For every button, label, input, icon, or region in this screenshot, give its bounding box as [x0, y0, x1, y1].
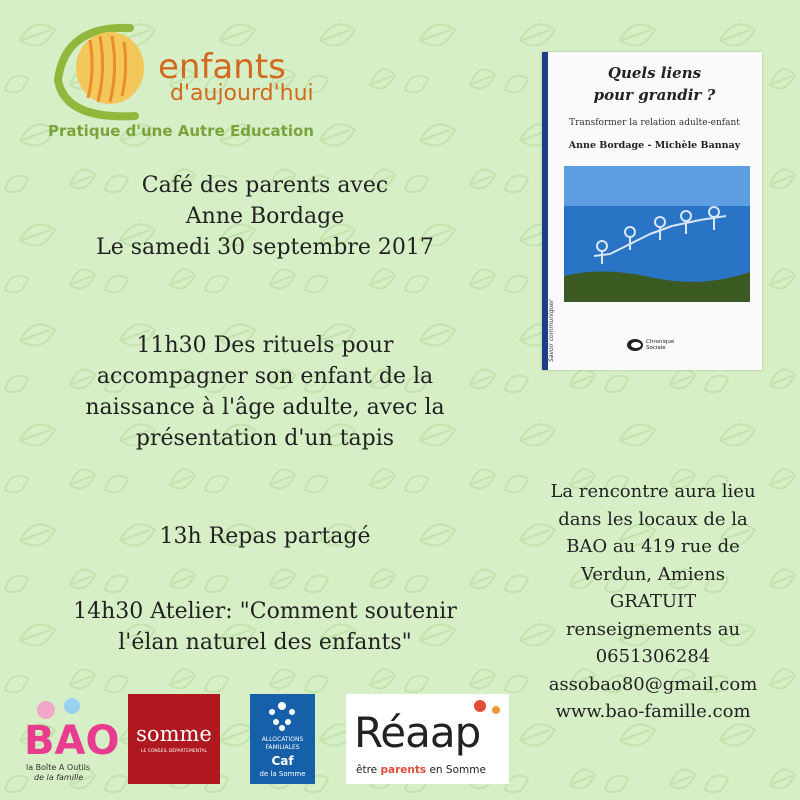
reaap-sub-part: être: [356, 764, 381, 776]
book-publisher-line: Chronique: [646, 339, 675, 345]
book-publisher-logo: [626, 336, 686, 356]
bao-logo: [20, 694, 120, 784]
logo-name-line1: enfants: [158, 47, 286, 87]
event-ritual: [20, 330, 510, 454]
event-intro-line: Anne Bordage: [185, 204, 345, 229]
somme-logo: [128, 694, 220, 784]
event-workshop: [20, 596, 510, 658]
book-publisher-line: Sociale: [646, 345, 666, 351]
event-ritual-line: 11h30 Des rituels pour: [136, 333, 394, 358]
book-collection: Savoir communiquer: [548, 299, 555, 362]
event-info: [518, 478, 788, 726]
caf-family-icon: [250, 698, 315, 734]
caf-line4: de la Somme: [259, 770, 306, 778]
enfants-aujourdhui-logo: [40, 20, 330, 150]
somme-word: somme: [136, 722, 212, 746]
caf-line3: Caf: [271, 754, 294, 768]
event-intro-line: Le samedi 30 septembre 2017: [96, 235, 434, 260]
event-intro: [20, 170, 510, 263]
info-line: GRATUIT: [609, 591, 697, 612]
book-cover: [542, 52, 762, 370]
book-title: [552, 62, 757, 106]
info-line: renseignements au: [565, 618, 741, 640]
reaap-word: Réaap: [354, 708, 481, 757]
event-lunch: 13h Repas partagé: [159, 524, 371, 549]
chronique-sociale-icon: [626, 338, 644, 352]
bao-line2: de la famille: [34, 773, 84, 782]
info-line: dans les locaux de la: [558, 508, 748, 530]
event-workshop-line: l'élan naturel des enfants": [118, 630, 412, 655]
info-email: assobao80@gmail.com: [548, 673, 758, 695]
reaap-logo: [346, 694, 509, 784]
reaap-sub-part: en Somme: [426, 764, 486, 776]
logo-tagline: Pratique d'une Autre Education: [48, 122, 314, 140]
reaap-subtitle: [356, 764, 486, 776]
event-workshop-line: 14h30 Atelier: "Comment soutenir: [73, 599, 457, 624]
logo-name-line2: d'aujourd'hui: [170, 81, 314, 106]
info-line: Verdun, Amiens: [580, 563, 726, 585]
event-ritual-line: accompagner son enfant de la: [96, 364, 434, 389]
bao-line1: la Boîte A Outils: [26, 763, 91, 772]
book-authors: Anne Bordage - Michèle Bannay: [568, 140, 741, 151]
reaap-sub-highlight: parents: [380, 764, 427, 776]
book-subtitle: Transformer la relation adulte-enfant: [569, 118, 740, 128]
bao-letters: BAO: [24, 718, 120, 764]
event-ritual-line: naissance à l'âge adulte, avec la: [85, 395, 445, 420]
book-illustration: [564, 166, 750, 302]
caf-line1: ALLOCATIONS: [261, 736, 304, 743]
bao-logo-icon: [20, 694, 120, 784]
info-line: BAO au 419 rue de: [566, 536, 740, 557]
event-ritual-line: présentation d'un tapis: [135, 426, 395, 451]
book-publisher-name: [646, 339, 674, 351]
book-title-line: pour grandir ?: [593, 86, 716, 104]
info-website: www.bao-famille.com: [555, 701, 751, 722]
book-title-line: Quels liens: [607, 64, 702, 82]
caf-logo: [250, 694, 315, 784]
info-line: La rencontre aura lieu: [550, 481, 756, 502]
logo-swoosh-icon: [40, 20, 170, 130]
info-phone: 0651306284: [595, 646, 711, 667]
event-intro-line: Café des parents avec: [141, 173, 389, 198]
somme-subtitle: LE CONSEIL DÉPARTEMENTAL: [140, 749, 208, 754]
caf-line2: FAMILIALES: [265, 744, 300, 751]
